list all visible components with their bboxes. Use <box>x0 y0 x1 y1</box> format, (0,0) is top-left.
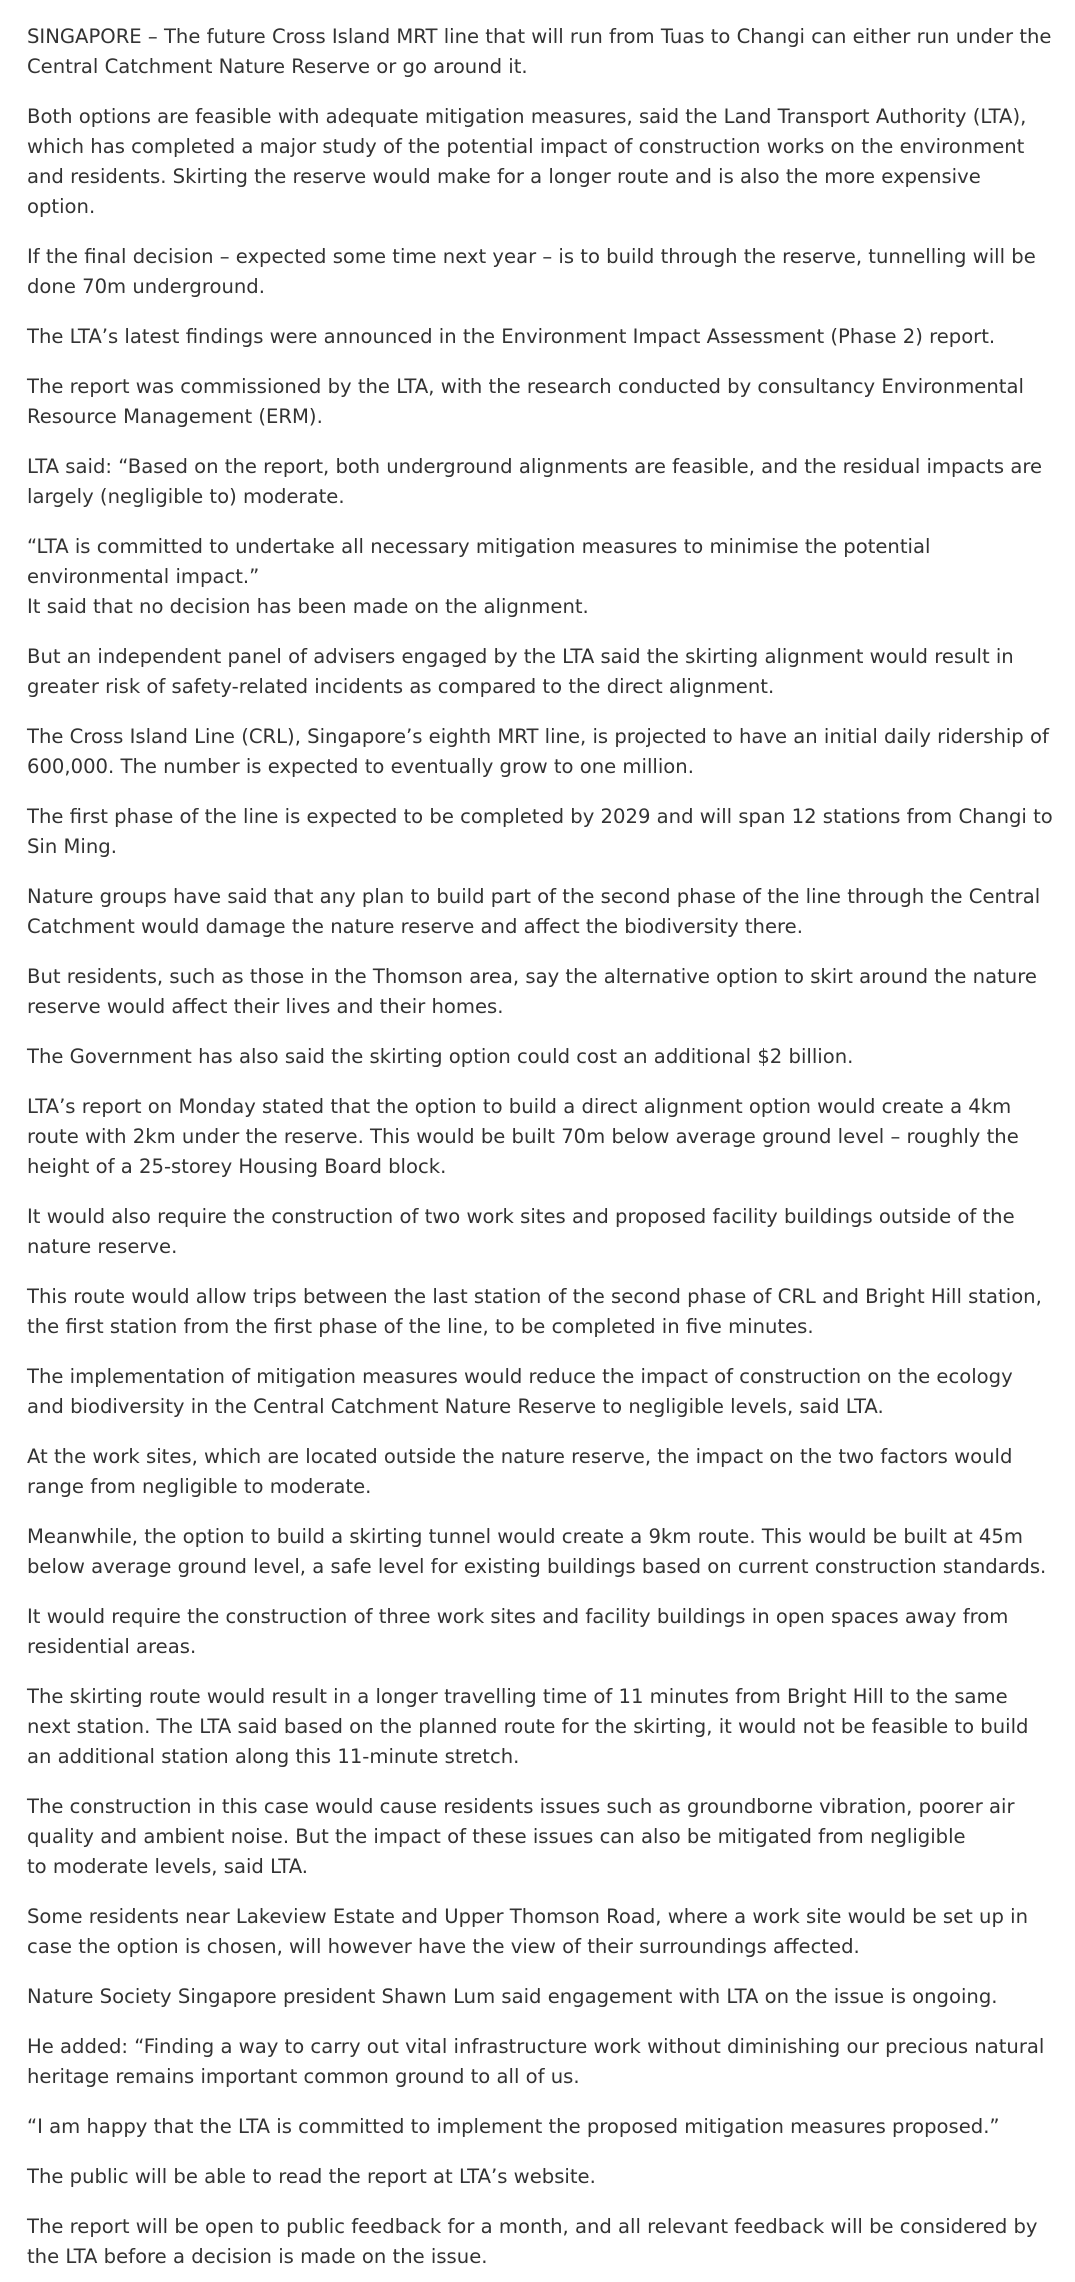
paragraph-advisers-panel: But an independent panel of advisers engaged by the LTA said the skirting alignment would result in greater risk of safety-related incidents as compared to the direct alignment. <box>27 645 1014 698</box>
paragraph-cost: The Government has also said the skirting option could cost an additional $2 billion. <box>27 1045 854 1068</box>
paragraph-eia-report: The LTA’s latest findings were announced in the Environment Impact Assessment (Phase 2) report. <box>27 325 996 348</box>
paragraph-crl-ridership: The Cross Island Line (CRL), Singapore’s eighth MRT line, is projected to have an initial daily ridership of 600,000. The number is expected to eventually grow to one million. <box>27 725 1049 778</box>
paragraph-five-minutes: This route would allow trips between the last station of the second phase of CRL and Bright Hill station, the first station from the first phase of the line, to be completed in five minutes. <box>27 1285 1042 1338</box>
paragraph-options-feasible: Both options are feasible with adequate mitigation measures, said the Land Transport Authority (LTA), which has completed a major study of the potential impact of construction works on the environment and residents. Skirting the reserve would make for a longer route and is also the more expensive option. <box>27 105 1027 218</box>
paragraph-happy-quote: “I am happy that the LTA is committed to implement the proposed mitigation measures proposed.” <box>27 2115 1000 2138</box>
paragraph-commissioned: The report was commissioned by the LTA, with the research conducted by consultancy Environmental Resource Management (ERM). <box>27 375 1024 428</box>
paragraph-skirting-tunnel: Meanwhile, the option to build a skirting tunnel would create a 9km route. This would be built at 45m below average ground level, a safe level for existing buildings based on current construction standards. <box>27 1525 1047 1578</box>
paragraph-residents: But residents, such as those in the Thomson area, say the alternative option to skirt around the nature reserve would affect their lives and their homes. <box>27 965 1037 1018</box>
no-decision-line: It said that no decision has been made on the alignment. <box>27 595 589 618</box>
paragraph-public-feedback: The report will be open to public feedback for a month, and all relevant feedback will be considered by the LTA before a decision is made on the issue. <box>27 2215 1038 2268</box>
paragraph-first-phase: The first phase of the line is expected to be completed by 2029 and will span 12 stations from Changi to Sin Ming. <box>27 805 1053 858</box>
paragraph-direct-alignment: LTA’s report on Monday stated that the option to build a direct alignment option would create a 4km route with 2km under the reserve. This would be built 70m below average ground level – roughly the height of a 25-storey Housing Board block. <box>27 1095 1019 1178</box>
construction-issues-text: The construction in this case would cause residents issues such as groundborne vibration, poorer air quality and ambient noise. But the impact of these issues can also be mitigated from negligible <box>27 1795 1015 1848</box>
paragraph-mitigation-measures: The implementation of mitigation measures would reduce the impact of construction on the ecology and biodiversity in the Central Catchment Nature Reserve to negligible levels, said LTA. <box>27 1365 1013 1418</box>
paragraph-work-sites-two: It would also require the construction of two work sites and proposed facility buildings outside of the nature reserve. <box>27 1205 1015 1258</box>
quote-committed: “LTA is committed to undertake all necessary mitigation measures to minimise the potential environmental impact.” <box>27 535 931 588</box>
paragraph-intro: SINGAPORE – The future Cross Island MRT line that will run from Tuas to Changi can either run under the Central Catchment Nature Reserve or go around it. <box>27 25 1052 78</box>
paragraph-lta-said: LTA said: “Based on the report, both underground alignments are feasible, and the residual impacts are largely (negligible to) moderate. <box>27 455 1043 508</box>
paragraph-construction-issues <box>27 1792 1055 1882</box>
paragraph-nature-groups: Nature groups have said that any plan to build part of the second phase of the line through the Central Catchment would damage the nature reserve and affect the biodiversity there. <box>27 885 1041 938</box>
construction-issues-end: to moderate levels, said LTA. <box>27 1855 309 1878</box>
paragraph-work-sites-impact: At the work sites, which are located outside the nature reserve, the impact on the two factors would range from negligible to moderate. <box>27 1445 1013 1498</box>
paragraph-eleven-minutes: The skirting route would result in a longer travelling time of 11 minutes from Bright Hill to the same next station. The LTA said based on the planned route for the skirting, it would not be feasible to build an additional station along this 11-minute stretch. <box>27 1685 1029 1768</box>
paragraph-he-added: He added: “Finding a way to carry out vital infrastructure work without diminishing our precious natural heritage remains important common ground to all of us. <box>27 2035 1045 2088</box>
paragraph-lakeview: Some residents near Lakeview Estate and Upper Thomson Road, where a work site would be set up in case the option is chosen, will however have the view of their surroundings affected. <box>27 1905 1028 1958</box>
paragraph-public-read: The public will be able to read the report at LTA’s website. <box>27 2165 596 2188</box>
paragraph-work-sites-three: It would require the construction of three work sites and facility buildings in open spaces away from residential areas. <box>27 1605 1009 1658</box>
paragraph-final-decision: If the final decision – expected some time next year – is to build through the reserve, tunnelling will be done 70m underground. <box>27 245 1036 298</box>
paragraph-lta-committed <box>27 532 1055 622</box>
paragraph-nature-society: Nature Society Singapore president Shawn Lum said engagement with LTA on the issue is ongoing. <box>27 1985 998 2008</box>
